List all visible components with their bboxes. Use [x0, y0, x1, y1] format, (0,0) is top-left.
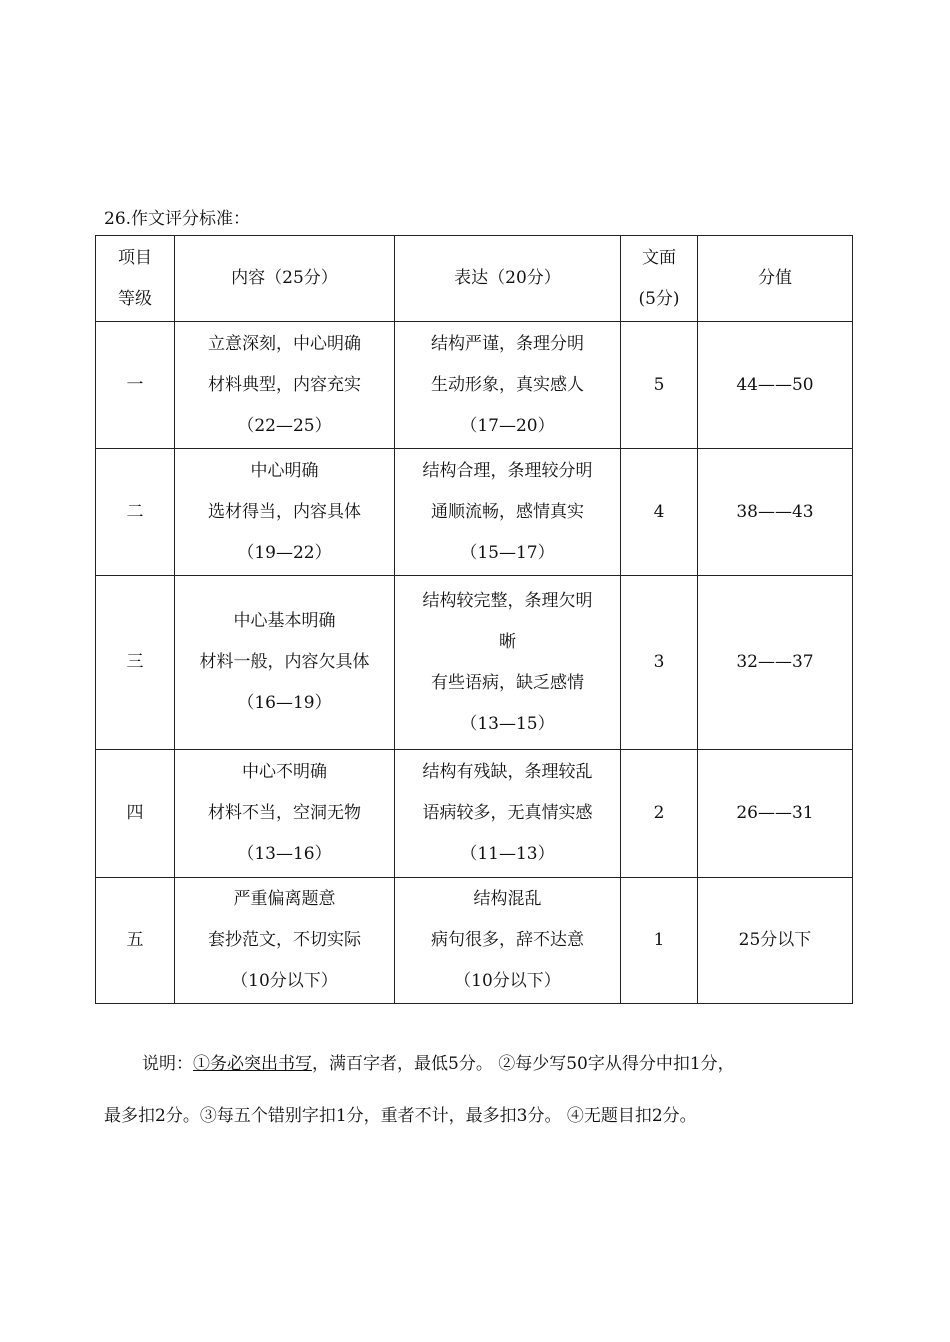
notes-prefix: 说明：	[142, 1054, 193, 1074]
writing-cell: 4	[621, 449, 698, 576]
table-header-row	[96, 236, 853, 322]
grade-cell: 三	[96, 576, 175, 750]
content-cell: 中心基本明确 材料一般，内容欠具体 （16—19）	[175, 576, 395, 750]
expression-cell: 结构有残缺，条理较乱 语病较多，无真情实感 （11—13）	[395, 750, 621, 878]
notes-line-1	[104, 1038, 854, 1090]
expression-cell: 结构较完整，条理欠明 晰 有些语病，缺乏感情 （13—15）	[395, 576, 621, 750]
content-cell: 中心明确 选材得当，内容具体 （19—22）	[175, 449, 395, 576]
header-expression: 表达（20分）	[395, 236, 621, 322]
notes-underlined-rule: ①务必突出书写	[193, 1054, 312, 1074]
table-row	[96, 322, 853, 449]
score-cell: 32——37	[698, 576, 853, 750]
scoring-table	[95, 235, 853, 1004]
table-row	[96, 750, 853, 878]
table-row	[96, 576, 853, 750]
writing-cell: 2	[621, 750, 698, 878]
score-cell: 44——50	[698, 322, 853, 449]
grade-cell: 一	[96, 322, 175, 449]
content-cell: 严重偏离题意 套抄范文，不切实际 （10分以下）	[175, 878, 395, 1004]
table-row	[96, 878, 853, 1004]
score-cell: 26——31	[698, 750, 853, 878]
table-row	[96, 449, 853, 576]
writing-cell: 1	[621, 878, 698, 1004]
header-item-grade: 项目 等级	[96, 236, 175, 322]
grade-cell: 二	[96, 449, 175, 576]
content-cell: 中心不明确 材料不当，空洞无物 （13—16）	[175, 750, 395, 878]
writing-cell: 5	[621, 322, 698, 449]
notes-rest: ，满百字者，最低5分。 ②每少写50字从得分中扣1分，	[312, 1054, 735, 1074]
grade-cell: 五	[96, 878, 175, 1004]
expression-cell: 结构合理，条理较分明 通顺流畅，感情真实 （15—17）	[395, 449, 621, 576]
header-writing: 文面 (5分)	[621, 236, 698, 322]
header-score: 分值	[698, 236, 853, 322]
section-heading: 26.作文评分标准：	[104, 209, 251, 229]
notes-line-2: 最多扣2分。③每五个错别字扣1分，重者不计，最多扣3分。 ④无题目扣2分。	[104, 1106, 697, 1126]
writing-cell: 3	[621, 576, 698, 750]
score-cell: 38——43	[698, 449, 853, 576]
notes-section	[104, 1038, 854, 1142]
grade-cell: 四	[96, 750, 175, 878]
score-cell: 25分以下	[698, 878, 853, 1004]
header-content: 内容（25分）	[175, 236, 395, 322]
content-cell: 立意深刻，中心明确 材料典型，内容充实 （22—25）	[175, 322, 395, 449]
expression-cell: 结构严谨，条理分明 生动形象，真实感人 （17—20）	[395, 322, 621, 449]
expression-cell: 结构混乱 病句很多，辞不达意 （10分以下）	[395, 878, 621, 1004]
